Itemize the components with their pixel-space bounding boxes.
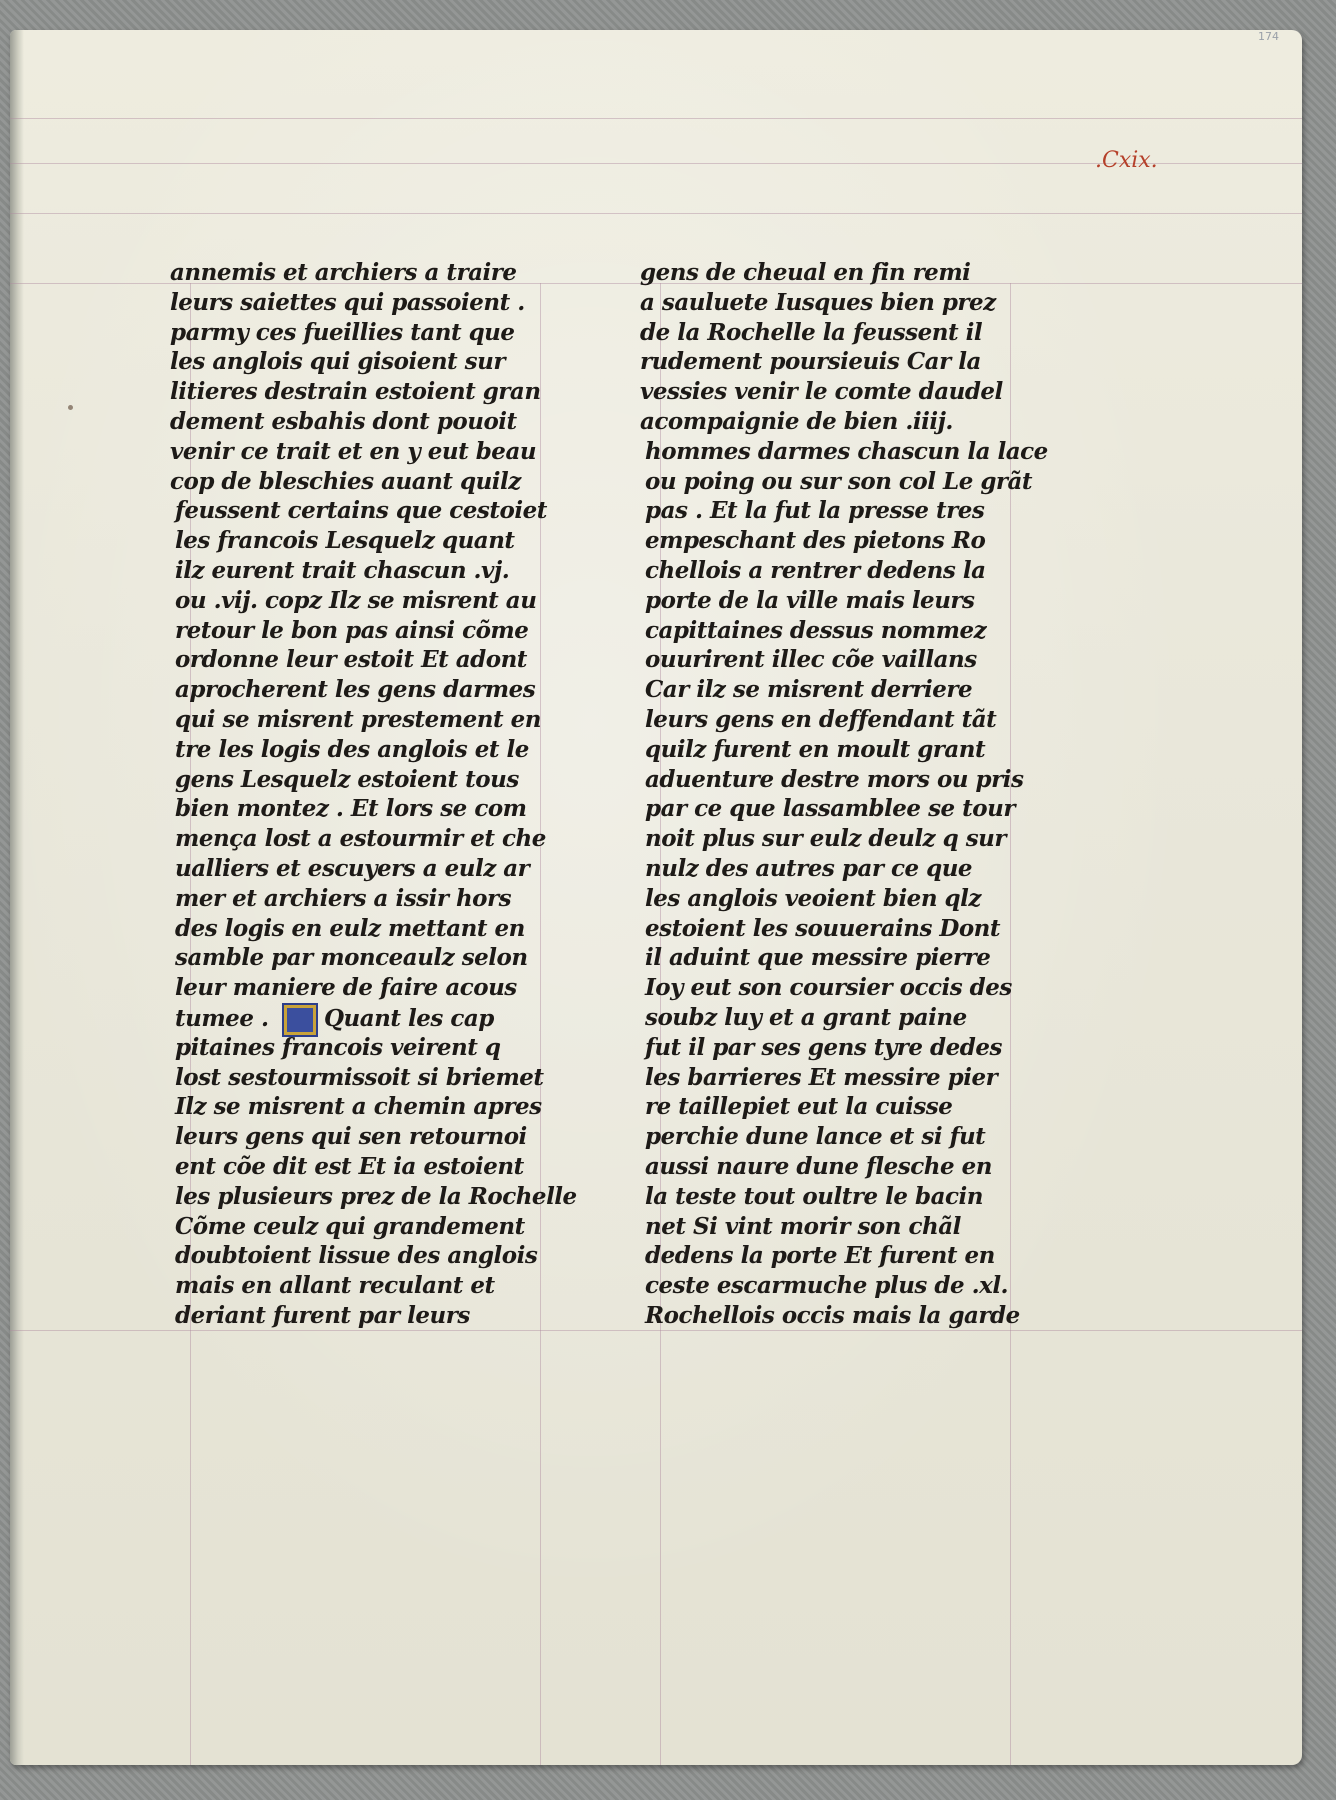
manuscript-line: ent cõe dit est Et ia estoient	[175, 1153, 524, 1180]
manuscript-line: leurs saiettes qui passoient .	[170, 288, 525, 316]
manuscript-line: Cõme ceulz qui grandement	[175, 1212, 525, 1240]
manuscript-line: ceste escarmuche plus de .xl.	[645, 1272, 1009, 1300]
manuscript-line: venir ce trait et en y eut beau	[170, 437, 537, 465]
manuscript-line: chellois a rentrer dedens la	[645, 557, 986, 584]
manuscript-line: estoient les souuerains Dont	[645, 914, 1001, 942]
manuscript-line: qui se misrent prestement en	[175, 706, 541, 733]
manuscript-line: ilz eurent trait chascun .vj.	[175, 557, 510, 584]
manuscript-line: cop de bleschies auant quilz	[170, 467, 521, 495]
right-text-column	[640, 258, 1065, 1348]
manuscript-line: tre les logis des anglois et le	[175, 735, 529, 763]
manuscript-line: leur maniere de faire acous	[175, 974, 517, 1002]
manuscript-page	[10, 30, 1302, 1765]
manuscript-line: Ioy eut son coursier occis des	[645, 974, 1012, 1002]
manuscript-line: aduenture destre mors ou pris	[645, 765, 1024, 793]
manuscript-line: Ilz se misrent a chemin apres	[175, 1093, 542, 1121]
manuscript-line: de la Rochelle la feussent il	[640, 318, 983, 346]
manuscript-line: les anglois qui gisoient sur	[170, 348, 505, 376]
manuscript-line: ou .vij. copz Ilz se misrent au	[175, 586, 537, 614]
manuscript-line: acompaignie de bien .iiij.	[640, 408, 953, 435]
manuscript-line: les francois Lesquelz quant	[175, 527, 515, 555]
folio-header: .Cxix.	[1095, 148, 1158, 173]
manuscript-line: hommes darmes chascun la lace	[645, 437, 1048, 465]
manuscript-line: pas . Et la fut la presse tres	[645, 497, 985, 525]
manuscript-line: par ce que lassamblee se tour	[645, 795, 1015, 823]
manuscript-line: noit plus sur eulz deulz q sur	[645, 825, 1007, 853]
manuscript-line: bien montez . Et lors se com	[175, 795, 527, 823]
ruling-line	[10, 213, 1302, 214]
manuscript-line: retour le bon pas ainsi cõme	[175, 616, 529, 644]
manuscript-line: rudement poursieuis Car la	[640, 348, 981, 376]
manuscript-line: vessies venir le comte daudel	[640, 378, 1003, 406]
manuscript-line: porte de la ville mais leurs	[645, 586, 975, 614]
manuscript-line: gens Lesquelz estoient tous	[175, 765, 519, 793]
manuscript-line: ordonne leur estoit Et adont	[175, 646, 527, 674]
manuscript-line: fut il par ses gens tyre dedes	[645, 1033, 1002, 1061]
manuscript-line: dedens la porte Et furent en	[645, 1242, 995, 1270]
manuscript-line: a sauluete Iusques bien prez	[640, 288, 996, 316]
manuscript-line: la teste tout oultre le bacin	[645, 1182, 983, 1210]
manuscript-line: parmy ces fueillies tant que	[170, 318, 515, 346]
manuscript-line: deriant furent par leurs	[175, 1302, 470, 1329]
manuscript-line: ualliers et escuyers a eulz ar	[175, 855, 530, 882]
manuscript-line: Car ilz se misrent derriere	[645, 676, 973, 704]
manuscript-line: samble par monceaulz selon	[175, 944, 528, 972]
manuscript-line: ou poing ou sur son col Le grãt	[645, 467, 1033, 495]
manuscript-line: tumee . Quant les cap	[175, 1003, 494, 1037]
manuscript-line: les anglois veoient bien qlz	[645, 884, 981, 912]
manuscript-line: annemis et archiers a traire	[170, 259, 517, 286]
manuscript-line: leurs gens qui sen retournoi	[175, 1123, 527, 1151]
manuscript-line: dement esbahis dont pouoit	[170, 408, 517, 435]
manuscript-line: Rochellois occis mais la garde	[645, 1302, 1020, 1329]
manuscript-line: mais en allant reculant et	[175, 1272, 495, 1300]
manuscript-line: capittaines dessus nommez	[645, 616, 987, 644]
folio-number: 174	[1258, 30, 1279, 43]
manuscript-line: lost sestourmissoit si briemet	[175, 1063, 544, 1091]
manuscript-line: doubtoient lissue des anglois	[175, 1242, 538, 1270]
ruling-line	[10, 118, 1302, 119]
manuscript-line: mença lost a estourmir et che	[175, 825, 546, 853]
manuscript-line: gens de cheual en fin remi	[640, 259, 971, 286]
manuscript-line: nulz des autres par ce que	[645, 855, 973, 882]
left-text-column	[170, 258, 595, 1348]
manuscript-line: perchie dune lance et si fut	[645, 1123, 986, 1151]
manuscript-line: les barrieres Et messire pier	[645, 1063, 998, 1091]
manuscript-line: empeschant des pietons Ro	[645, 527, 986, 555]
page-gutter	[10, 30, 24, 1765]
manuscript-line: il aduint que messire pierre	[645, 944, 991, 972]
manuscript-line: re taillepiet eut la cuisse	[645, 1093, 953, 1121]
manuscript-line: ouurirent illec cõe vaillans	[645, 646, 977, 674]
manuscript-line: leurs gens en deffendant tãt	[645, 706, 997, 733]
ink-stain	[68, 405, 73, 410]
manuscript-line: feussent certains que cestoiet	[175, 497, 547, 525]
manuscript-line: litieres destrain estoient gran	[170, 378, 541, 406]
manuscript-line: net Si vint morir son chãl	[645, 1212, 961, 1240]
manuscript-line: aprocherent les gens darmes	[175, 676, 536, 704]
manuscript-line: mer et archiers a issir hors	[175, 884, 512, 912]
manuscript-line: quilz furent en moult grant	[645, 735, 986, 763]
manuscript-line: pitaines francois veirent q	[175, 1033, 501, 1061]
manuscript-line: les plusieurs prez de la Rochelle	[175, 1182, 577, 1210]
manuscript-line: soubz luy et a grant paine	[645, 1004, 967, 1031]
manuscript-line: aussi naure dune flesche en	[645, 1153, 992, 1180]
manuscript-line: des logis en eulz mettant en	[175, 914, 525, 942]
